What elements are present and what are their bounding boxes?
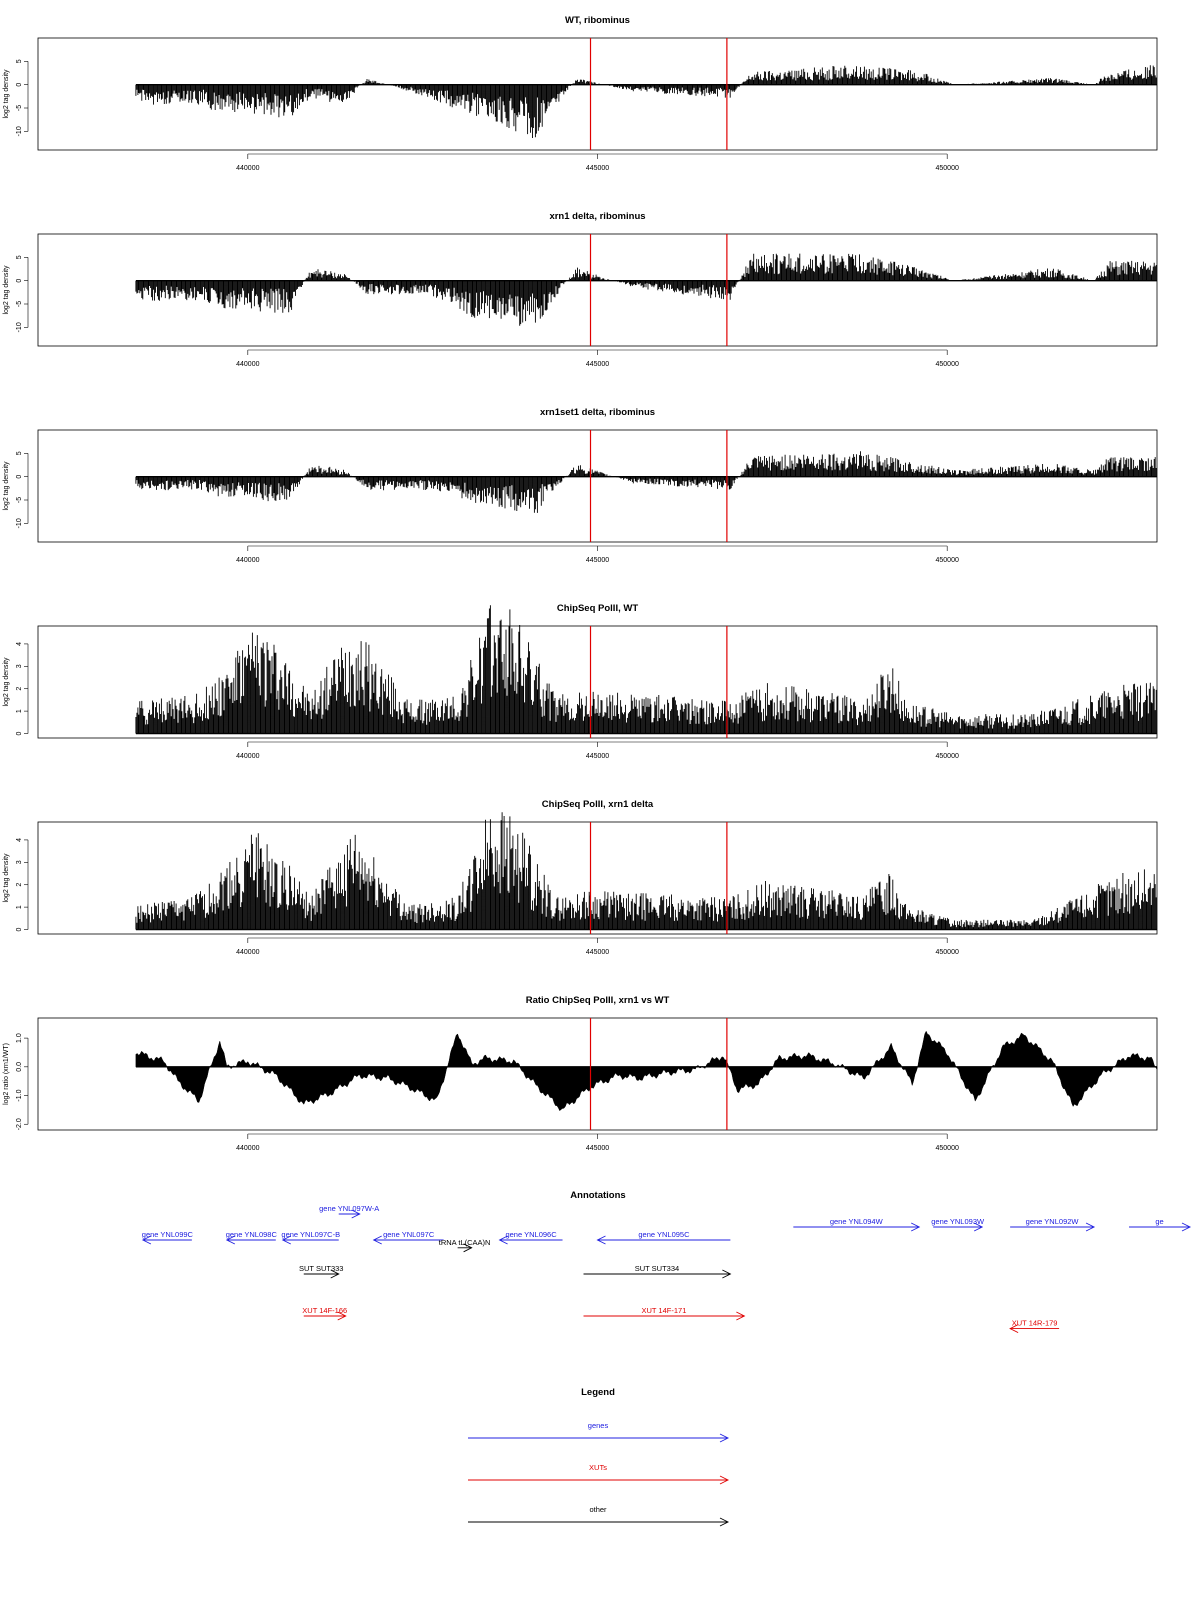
y-tick-label: 2 [16, 882, 23, 887]
y-tick-label: 0 [16, 474, 23, 479]
y-tick-label: 0 [16, 731, 23, 736]
y-tick-label: -5 [16, 300, 23, 308]
legend-title: Legend [581, 1387, 615, 1398]
feature-label: SUT SUT334 [634, 1264, 680, 1273]
track-panel [3, 407, 1157, 564]
y-tick-label: 0 [16, 82, 23, 87]
annotations-title: Annotations [570, 1190, 626, 1201]
y-tick-label: -10 [16, 126, 23, 137]
panel-title: xrn1 delta, ribominus [549, 211, 646, 222]
y-tick-label: 1 [16, 905, 23, 910]
y-tick-label: -1.0 [16, 1089, 23, 1102]
density-bars [136, 605, 1156, 733]
y-tick-label: 1 [16, 709, 23, 714]
y-tick-label: -10 [16, 518, 23, 529]
legend-item-label: XUTs [589, 1463, 607, 1472]
y-tick-label: -10 [16, 322, 23, 333]
feature-label: ge [1155, 1217, 1164, 1226]
annotations-section [142, 1190, 1190, 1333]
legend-item-label: genes [587, 1421, 609, 1430]
x-tick-label: 440000 [236, 361, 260, 368]
track-panel [3, 603, 1157, 760]
panel-title: ChipSeq PolII, WT [556, 603, 639, 614]
feature-label: gene YNL095C [638, 1230, 690, 1239]
x-tick-label: 445000 [585, 949, 610, 956]
x-tick-label: 440000 [236, 949, 260, 956]
x-tick-label: 450000 [935, 753, 959, 760]
feature-label: gene YNL097W-A [319, 1204, 380, 1213]
legend-section [468, 1387, 728, 1526]
panel-title: ChipSeq PolII, xrn1 delta [541, 799, 654, 810]
y-tick-label: 5 [16, 255, 23, 260]
track-panel [3, 15, 1157, 172]
y-axis-label: log2 tag density [3, 265, 10, 315]
ratio-area [136, 1031, 1157, 1111]
feature-label: gene YNL097C [383, 1230, 435, 1239]
panel-title: xrn1set1 delta, ribominus [539, 407, 656, 418]
y-tick-label: 4 [16, 837, 23, 842]
y-tick-label: 0 [16, 927, 23, 932]
y-tick-label: 1.0 [16, 1033, 23, 1043]
track-panel [3, 995, 1157, 1152]
density-bars [136, 451, 1156, 513]
panel-title: Ratio ChipSeq PolII, xrn1 vs WT [525, 995, 670, 1006]
x-tick-label: 450000 [935, 557, 959, 564]
y-tick-label: -5 [16, 104, 23, 112]
track-panel [3, 211, 1157, 368]
x-tick-label: 445000 [585, 557, 610, 564]
legend-item-arrow [468, 1476, 728, 1484]
legend-item-arrow [468, 1518, 728, 1526]
y-tick-label: 0 [16, 278, 23, 283]
y-axis-label: log2 tag density [3, 657, 10, 707]
x-tick-label: 450000 [935, 361, 959, 368]
x-tick-label: 445000 [585, 361, 610, 368]
feature-label: XUT 14F-171 [641, 1306, 687, 1315]
x-tick-label: 445000 [585, 753, 610, 760]
feature-label: XUT 14F-166 [302, 1306, 348, 1315]
y-tick-label: -5 [16, 496, 23, 504]
y-axis-label: log2 ratio (xrn1/WT) [3, 1043, 10, 1105]
x-tick-label: 445000 [585, 1145, 610, 1152]
y-axis-label: log2 tag density [3, 853, 10, 903]
feature-label: gene YNL097C-B [281, 1230, 341, 1239]
density-bars [136, 812, 1156, 929]
x-tick-label: 450000 [935, 949, 959, 956]
density-bars [136, 65, 1156, 138]
x-tick-label: 450000 [935, 165, 959, 172]
density-bars [136, 254, 1156, 326]
y-tick-label: 5 [16, 59, 23, 64]
track-panel [3, 799, 1157, 956]
y-tick-label: 3 [16, 664, 23, 669]
feature-label: gene YNL093W [931, 1217, 985, 1226]
legend-item-label: other [589, 1505, 607, 1514]
x-tick-label: 440000 [236, 1145, 260, 1152]
legend-item-arrow [468, 1434, 728, 1442]
feature-label: gene YNL096C [505, 1230, 557, 1239]
plot-frame [38, 234, 1157, 346]
x-tick-label: 440000 [236, 165, 260, 172]
feature-label: gene YNL098C [225, 1230, 277, 1239]
y-axis-label: log2 tag density [3, 69, 10, 119]
y-tick-label: 4 [16, 641, 23, 646]
track-panels [3, 15, 1157, 1152]
feature-label: gene YNL094W [829, 1217, 883, 1226]
plot-frame [38, 430, 1157, 542]
feature-label: gene YNL092W [1025, 1217, 1079, 1226]
x-tick-label: 445000 [585, 165, 610, 172]
y-axis-label: log2 tag density [3, 461, 10, 511]
y-tick-label: 0.0 [16, 1061, 23, 1072]
panel-title: WT, ribominus [565, 15, 630, 26]
x-tick-label: 440000 [236, 753, 260, 760]
feature-label: gene YNL099C [141, 1230, 193, 1239]
y-tick-label: 3 [16, 860, 23, 865]
plot-frame [38, 38, 1157, 150]
feature-label: SUT SUT333 [299, 1264, 344, 1273]
y-tick-label: -2.0 [16, 1118, 23, 1131]
feature-label: tRNA tL(CAA)N [438, 1237, 491, 1247]
x-tick-label: 440000 [236, 557, 260, 564]
x-tick-label: 450000 [935, 1145, 959, 1152]
y-tick-label: 5 [16, 451, 23, 456]
y-tick-label: 2 [16, 686, 23, 691]
feature-label: XUT 14R-179 [1011, 1318, 1058, 1328]
